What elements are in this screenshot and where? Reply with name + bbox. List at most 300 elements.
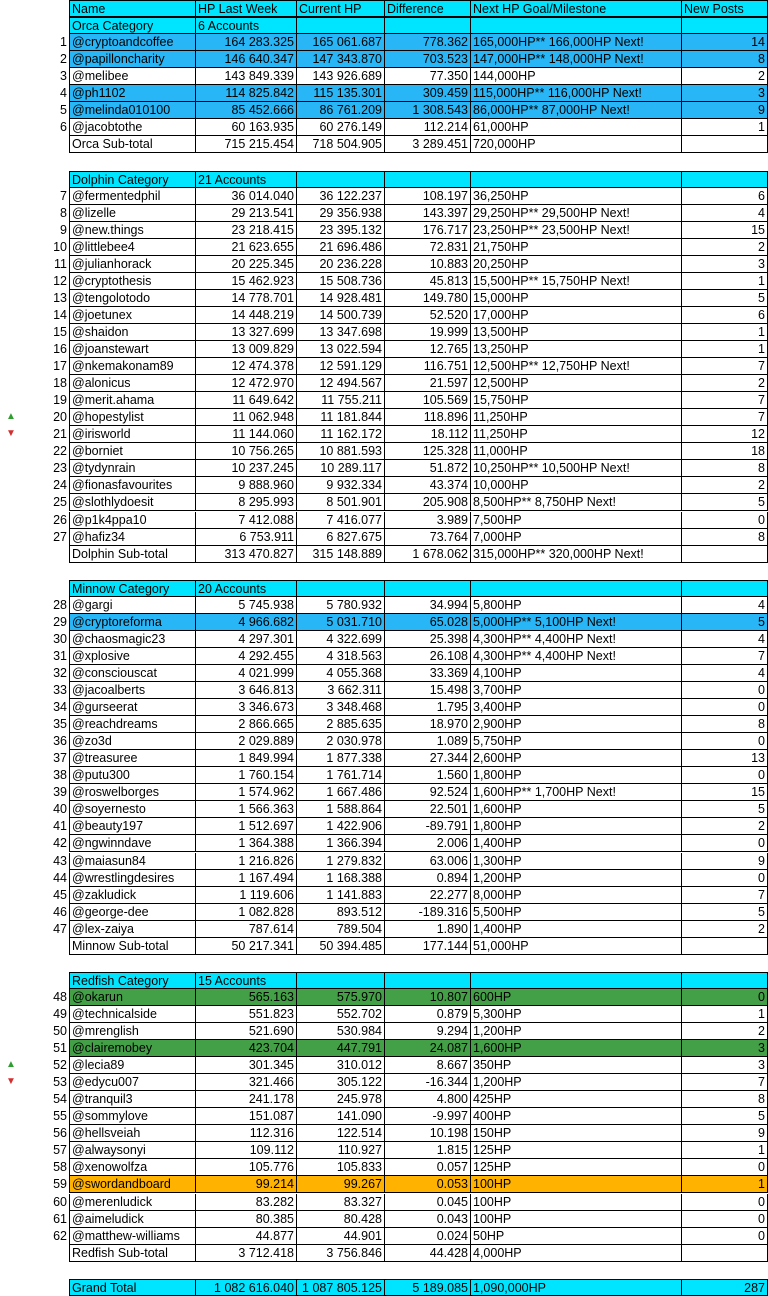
- difference[interactable]: 33.369: [385, 665, 471, 682]
- current-hp[interactable]: 105.833: [297, 1159, 385, 1176]
- accounts-count[interactable]: 15 Accounts: [196, 972, 297, 989]
- current-hp[interactable]: 86 761.209: [297, 102, 385, 119]
- current-hp[interactable]: 141.090: [297, 1108, 385, 1125]
- new-posts[interactable]: 0: [682, 512, 768, 529]
- account-name[interactable]: @okarun: [69, 989, 196, 1006]
- new-posts[interactable]: 0: [682, 699, 768, 716]
- account-name[interactable]: @zo3d: [69, 733, 196, 750]
- category-cell[interactable]: [385, 580, 471, 597]
- next-goal[interactable]: 10,250HP** 10,500HP Next!: [471, 460, 682, 477]
- next-goal[interactable]: 21,750HP: [471, 239, 682, 256]
- hp-last-week[interactable]: 21 623.655: [196, 239, 297, 256]
- difference[interactable]: 108.197: [385, 188, 471, 205]
- column-header-new-posts[interactable]: New Posts: [682, 0, 768, 17]
- new-posts[interactable]: 8: [682, 51, 768, 68]
- category-cell[interactable]: [682, 972, 768, 989]
- new-posts[interactable]: 0: [682, 1159, 768, 1176]
- category-cell[interactable]: [385, 17, 471, 34]
- account-name[interactable]: @merenludick: [69, 1194, 196, 1211]
- new-posts[interactable]: 1: [682, 119, 768, 136]
- difference[interactable]: 52.520: [385, 307, 471, 324]
- account-name[interactable]: @wrestlingdesires: [69, 870, 196, 887]
- next-goal[interactable]: 17,000HP: [471, 307, 682, 324]
- current-hp[interactable]: 1 761.714: [297, 767, 385, 784]
- current-hp[interactable]: 552.702: [297, 1006, 385, 1023]
- next-goal[interactable]: 1,600HP: [471, 801, 682, 818]
- next-goal[interactable]: 23,250HP** 23,500HP Next!: [471, 222, 682, 239]
- account-name[interactable]: @cryptoandcoffee: [69, 34, 196, 51]
- account-name[interactable]: @beauty197: [69, 818, 196, 835]
- difference[interactable]: 45.813: [385, 273, 471, 290]
- new-posts[interactable]: 4: [682, 597, 768, 614]
- category-cell[interactable]: [471, 580, 682, 597]
- current-hp[interactable]: 11 181.844: [297, 409, 385, 426]
- next-goal[interactable]: 4,100HP: [471, 665, 682, 682]
- new-posts[interactable]: 0: [682, 733, 768, 750]
- next-goal[interactable]: 100HP: [471, 1176, 682, 1193]
- account-name[interactable]: @irisworld: [69, 426, 196, 443]
- column-header-name[interactable]: Name: [69, 0, 196, 17]
- hp-last-week[interactable]: 36 014.040: [196, 188, 297, 205]
- hp-last-week[interactable]: 11 062.948: [196, 409, 297, 426]
- next-goal[interactable]: 1,400HP: [471, 835, 682, 852]
- current-hp[interactable]: 530.984: [297, 1023, 385, 1040]
- new-posts[interactable]: 2: [682, 239, 768, 256]
- next-goal[interactable]: 7,500HP: [471, 512, 682, 529]
- difference[interactable]: -89.791: [385, 818, 471, 835]
- current-hp[interactable]: 14 928.481: [297, 290, 385, 307]
- current-hp[interactable]: 23 395.132: [297, 222, 385, 239]
- new-posts[interactable]: 5: [682, 1108, 768, 1125]
- next-goal[interactable]: 1,200HP: [471, 1023, 682, 1040]
- difference[interactable]: 1.795: [385, 699, 471, 716]
- account-name[interactable]: @clairemobey: [69, 1040, 196, 1057]
- current-hp[interactable]: 36 122.237: [297, 188, 385, 205]
- next-goal[interactable]: 8,000HP: [471, 887, 682, 904]
- new-posts[interactable]: 1: [682, 324, 768, 341]
- subtotal-current-hp[interactable]: 315 148.889: [297, 546, 385, 563]
- difference[interactable]: 72.831: [385, 239, 471, 256]
- next-goal[interactable]: 13,500HP: [471, 324, 682, 341]
- account-name[interactable]: @zakludick: [69, 887, 196, 904]
- difference[interactable]: 143.397: [385, 205, 471, 222]
- hp-last-week[interactable]: 4 021.999: [196, 665, 297, 682]
- next-goal[interactable]: 61,000HP: [471, 119, 682, 136]
- category-cell[interactable]: [297, 171, 385, 188]
- hp-last-week[interactable]: 10 756.265: [196, 443, 297, 460]
- new-posts[interactable]: 4: [682, 205, 768, 222]
- hp-last-week[interactable]: 7 412.088: [196, 512, 297, 529]
- hp-last-week[interactable]: 301.345: [196, 1057, 297, 1074]
- account-name[interactable]: @slothlydoesit: [69, 494, 196, 511]
- account-name[interactable]: @hellsveiah: [69, 1125, 196, 1142]
- current-hp[interactable]: 13 022.594: [297, 341, 385, 358]
- hp-last-week[interactable]: 9 888.960: [196, 477, 297, 494]
- hp-last-week[interactable]: 114 825.842: [196, 85, 297, 102]
- subtotal-current-hp[interactable]: 718 504.905: [297, 136, 385, 153]
- next-goal[interactable]: 13,250HP: [471, 341, 682, 358]
- grand-total-goal[interactable]: 1,090,000HP: [471, 1279, 682, 1296]
- current-hp[interactable]: 893.512: [297, 904, 385, 921]
- account-name[interactable]: @matthew-williams: [69, 1228, 196, 1245]
- hp-last-week[interactable]: 1 512.697: [196, 818, 297, 835]
- next-goal[interactable]: 11,250HP: [471, 409, 682, 426]
- subtotal-hp-last-week[interactable]: 715 215.454: [196, 136, 297, 153]
- next-goal[interactable]: 125HP: [471, 1159, 682, 1176]
- hp-last-week[interactable]: 164 283.325: [196, 34, 297, 51]
- subtotal-hp-last-week[interactable]: 50 217.341: [196, 938, 297, 955]
- difference[interactable]: 19.999: [385, 324, 471, 341]
- new-posts[interactable]: 8: [682, 529, 768, 546]
- grand-total-current-hp[interactable]: 1 087 805.125: [297, 1279, 385, 1296]
- new-posts[interactable]: 15: [682, 784, 768, 801]
- difference[interactable]: 1.560: [385, 767, 471, 784]
- difference[interactable]: 43.374: [385, 477, 471, 494]
- difference[interactable]: 26.108: [385, 648, 471, 665]
- hp-last-week[interactable]: 2 029.889: [196, 733, 297, 750]
- new-posts[interactable]: 1: [682, 273, 768, 290]
- account-name[interactable]: @tranquil3: [69, 1091, 196, 1108]
- account-name[interactable]: @merit.ahama: [69, 392, 196, 409]
- difference[interactable]: 21.597: [385, 375, 471, 392]
- hp-last-week[interactable]: 1 364.388: [196, 835, 297, 852]
- column-header-next-goal[interactable]: Next HP Goal/Milestone: [471, 0, 682, 17]
- difference[interactable]: 105.569: [385, 392, 471, 409]
- account-name[interactable]: @julianhorack: [69, 256, 196, 273]
- current-hp[interactable]: 80.428: [297, 1211, 385, 1228]
- current-hp[interactable]: 13 347.698: [297, 324, 385, 341]
- account-name[interactable]: @putu300: [69, 767, 196, 784]
- difference[interactable]: 63.006: [385, 853, 471, 870]
- current-hp[interactable]: 1 422.906: [297, 818, 385, 835]
- difference[interactable]: 1.890: [385, 921, 471, 938]
- hp-last-week[interactable]: 321.466: [196, 1074, 297, 1091]
- difference[interactable]: 118.896: [385, 409, 471, 426]
- category-cell[interactable]: [471, 171, 682, 188]
- current-hp[interactable]: 4 322.699: [297, 631, 385, 648]
- new-posts[interactable]: 5: [682, 801, 768, 818]
- account-name[interactable]: @xenowolfza: [69, 1159, 196, 1176]
- new-posts[interactable]: 1: [682, 1006, 768, 1023]
- difference[interactable]: 51.872: [385, 460, 471, 477]
- hp-last-week[interactable]: 551.823: [196, 1006, 297, 1023]
- account-name[interactable]: @cryptoreforma: [69, 614, 196, 631]
- hp-last-week[interactable]: 1 082.828: [196, 904, 297, 921]
- subtotal-current-hp[interactable]: 50 394.485: [297, 938, 385, 955]
- subtotal-posts[interactable]: [682, 546, 768, 563]
- difference[interactable]: 18.112: [385, 426, 471, 443]
- new-posts[interactable]: 2: [682, 921, 768, 938]
- difference[interactable]: 15.498: [385, 682, 471, 699]
- next-goal[interactable]: 100HP: [471, 1211, 682, 1228]
- account-name[interactable]: @hopestylist: [69, 409, 196, 426]
- account-name[interactable]: @shaidon: [69, 324, 196, 341]
- next-goal[interactable]: 144,000HP: [471, 68, 682, 85]
- grand-total-difference[interactable]: 5 189.085: [385, 1279, 471, 1296]
- new-posts[interactable]: 3: [682, 256, 768, 273]
- next-goal[interactable]: 15,500HP** 15,750HP Next!: [471, 273, 682, 290]
- new-posts[interactable]: 7: [682, 358, 768, 375]
- difference[interactable]: 9.294: [385, 1023, 471, 1040]
- hp-last-week[interactable]: 85 452.666: [196, 102, 297, 119]
- account-name[interactable]: @alwaysonyi: [69, 1142, 196, 1159]
- subtotal-hp-last-week[interactable]: 3 712.418: [196, 1245, 297, 1262]
- accounts-count[interactable]: 6 Accounts: [196, 17, 297, 34]
- difference[interactable]: 1 308.543: [385, 102, 471, 119]
- category-cell[interactable]: [297, 580, 385, 597]
- subtotal-goal[interactable]: 720,000HP: [471, 136, 682, 153]
- new-posts[interactable]: 9: [682, 102, 768, 119]
- account-name[interactable]: @hafiz34: [69, 529, 196, 546]
- category-cell[interactable]: [471, 972, 682, 989]
- new-posts[interactable]: 3: [682, 1057, 768, 1074]
- subtotal-label[interactable]: Redfish Sub-total: [69, 1245, 196, 1262]
- current-hp[interactable]: 3 348.468: [297, 699, 385, 716]
- subtotal-posts[interactable]: [682, 938, 768, 955]
- account-name[interactable]: @edycu007: [69, 1074, 196, 1091]
- hp-last-week[interactable]: 12 474.378: [196, 358, 297, 375]
- new-posts[interactable]: 2: [682, 68, 768, 85]
- current-hp[interactable]: 83.327: [297, 1194, 385, 1211]
- account-name[interactable]: @gurseerat: [69, 699, 196, 716]
- current-hp[interactable]: 99.267: [297, 1176, 385, 1193]
- category-cell[interactable]: [385, 972, 471, 989]
- difference[interactable]: 10.198: [385, 1125, 471, 1142]
- accounts-count[interactable]: 21 Accounts: [196, 171, 297, 188]
- grand-total-hp-last-week[interactable]: 1 082 616.040: [196, 1279, 297, 1296]
- subtotal-goal[interactable]: 4,000HP: [471, 1245, 682, 1262]
- account-name[interactable]: @tengolotodo: [69, 290, 196, 307]
- difference[interactable]: 0.879: [385, 1006, 471, 1023]
- next-goal[interactable]: 1,800HP: [471, 818, 682, 835]
- current-hp[interactable]: 165 061.687: [297, 34, 385, 51]
- column-header-difference[interactable]: Difference: [385, 0, 471, 17]
- new-posts[interactable]: 2: [682, 375, 768, 392]
- grand-total-label[interactable]: Grand Total: [69, 1279, 196, 1296]
- hp-last-week[interactable]: 112.316: [196, 1125, 297, 1142]
- hp-last-week[interactable]: 99.214: [196, 1176, 297, 1193]
- current-hp[interactable]: 575.970: [297, 989, 385, 1006]
- current-hp[interactable]: 44.901: [297, 1228, 385, 1245]
- hp-last-week[interactable]: 1 566.363: [196, 801, 297, 818]
- account-name[interactable]: @roswelborges: [69, 784, 196, 801]
- new-posts[interactable]: 7: [682, 648, 768, 665]
- difference[interactable]: 77.350: [385, 68, 471, 85]
- subtotal-label[interactable]: Minnow Sub-total: [69, 938, 196, 955]
- current-hp[interactable]: 147 343.870: [297, 51, 385, 68]
- difference[interactable]: 0.024: [385, 1228, 471, 1245]
- account-name[interactable]: @jacobtothe: [69, 119, 196, 136]
- account-name[interactable]: @lex-zaiya: [69, 921, 196, 938]
- current-hp[interactable]: 1 588.864: [297, 801, 385, 818]
- hp-last-week[interactable]: 8 295.993: [196, 494, 297, 511]
- current-hp[interactable]: 1 141.883: [297, 887, 385, 904]
- current-hp[interactable]: 3 662.311: [297, 682, 385, 699]
- next-goal[interactable]: 5,300HP: [471, 1006, 682, 1023]
- account-name[interactable]: @george-dee: [69, 904, 196, 921]
- difference[interactable]: 0.045: [385, 1194, 471, 1211]
- new-posts[interactable]: 0: [682, 1228, 768, 1245]
- new-posts[interactable]: 0: [682, 989, 768, 1006]
- hp-last-week[interactable]: 109.112: [196, 1142, 297, 1159]
- next-goal[interactable]: 5,000HP** 5,100HP Next!: [471, 614, 682, 631]
- hp-last-week[interactable]: 60 163.935: [196, 119, 297, 136]
- next-goal[interactable]: 7,000HP: [471, 529, 682, 546]
- hp-last-week[interactable]: 4 966.682: [196, 614, 297, 631]
- current-hp[interactable]: 14 500.739: [297, 307, 385, 324]
- hp-last-week[interactable]: 521.690: [196, 1023, 297, 1040]
- account-name[interactable]: @lecia89: [69, 1057, 196, 1074]
- new-posts[interactable]: 4: [682, 631, 768, 648]
- next-goal[interactable]: 5,750HP: [471, 733, 682, 750]
- account-name[interactable]: @gargi: [69, 597, 196, 614]
- category-cell[interactable]: [682, 580, 768, 597]
- account-name[interactable]: @technicalside: [69, 1006, 196, 1023]
- difference[interactable]: 24.087: [385, 1040, 471, 1057]
- new-posts[interactable]: 0: [682, 1211, 768, 1228]
- current-hp[interactable]: 1 168.388: [297, 870, 385, 887]
- account-name[interactable]: @chaosmagic23: [69, 631, 196, 648]
- next-goal[interactable]: 1,600HP** 1,700HP Next!: [471, 784, 682, 801]
- account-name[interactable]: @sommylove: [69, 1108, 196, 1125]
- hp-last-week[interactable]: 80.385: [196, 1211, 297, 1228]
- next-goal[interactable]: 5,500HP: [471, 904, 682, 921]
- hp-last-week[interactable]: 787.614: [196, 921, 297, 938]
- account-name[interactable]: @tydynrain: [69, 460, 196, 477]
- subtotal-label[interactable]: Dolphin Sub-total: [69, 546, 196, 563]
- current-hp[interactable]: 12 494.567: [297, 375, 385, 392]
- current-hp[interactable]: 15 508.736: [297, 273, 385, 290]
- account-name[interactable]: @ph1102: [69, 85, 196, 102]
- hp-last-week[interactable]: 12 472.970: [196, 375, 297, 392]
- accounts-count[interactable]: 20 Accounts: [196, 580, 297, 597]
- difference[interactable]: 149.780: [385, 290, 471, 307]
- current-hp[interactable]: 447.791: [297, 1040, 385, 1057]
- current-hp[interactable]: 10 289.117: [297, 460, 385, 477]
- new-posts[interactable]: 0: [682, 682, 768, 699]
- hp-last-week[interactable]: 1 574.962: [196, 784, 297, 801]
- next-goal[interactable]: 1,400HP: [471, 921, 682, 938]
- hp-last-week[interactable]: 5 745.938: [196, 597, 297, 614]
- new-posts[interactable]: 15: [682, 222, 768, 239]
- subtotal-difference[interactable]: 44.428: [385, 1245, 471, 1262]
- difference[interactable]: 12.765: [385, 341, 471, 358]
- next-goal[interactable]: 125HP: [471, 1142, 682, 1159]
- next-goal[interactable]: 400HP: [471, 1108, 682, 1125]
- difference[interactable]: 34.994: [385, 597, 471, 614]
- new-posts[interactable]: 9: [682, 853, 768, 870]
- hp-last-week[interactable]: 29 213.541: [196, 205, 297, 222]
- current-hp[interactable]: 2 030.978: [297, 733, 385, 750]
- account-name[interactable]: @jacoalberts: [69, 682, 196, 699]
- new-posts[interactable]: 9: [682, 1125, 768, 1142]
- account-name[interactable]: @p1k4ppa10: [69, 512, 196, 529]
- difference[interactable]: 116.751: [385, 358, 471, 375]
- difference[interactable]: 0.053: [385, 1176, 471, 1193]
- hp-last-week[interactable]: 11 649.642: [196, 392, 297, 409]
- account-name[interactable]: @mrenglish: [69, 1023, 196, 1040]
- subtotal-posts[interactable]: [682, 1245, 768, 1262]
- hp-last-week[interactable]: 1 167.494: [196, 870, 297, 887]
- new-posts[interactable]: 0: [682, 1194, 768, 1211]
- next-goal[interactable]: 11,000HP: [471, 443, 682, 460]
- account-name[interactable]: @reachdreams: [69, 716, 196, 733]
- next-goal[interactable]: 29,250HP** 29,500HP Next!: [471, 205, 682, 222]
- next-goal[interactable]: 2,900HP: [471, 716, 682, 733]
- difference[interactable]: 0.043: [385, 1211, 471, 1228]
- next-goal[interactable]: 100HP: [471, 1194, 682, 1211]
- current-hp[interactable]: 4 318.563: [297, 648, 385, 665]
- current-hp[interactable]: 20 236.228: [297, 256, 385, 273]
- new-posts[interactable]: 2: [682, 1023, 768, 1040]
- new-posts[interactable]: 7: [682, 392, 768, 409]
- difference[interactable]: 0.057: [385, 1159, 471, 1176]
- column-header-hp-last-week[interactable]: HP Last Week: [196, 0, 297, 17]
- difference[interactable]: 1.089: [385, 733, 471, 750]
- account-name[interactable]: @cryptothesis: [69, 273, 196, 290]
- difference[interactable]: 205.908: [385, 494, 471, 511]
- category-cell[interactable]: [297, 972, 385, 989]
- hp-last-week[interactable]: 13 009.829: [196, 341, 297, 358]
- current-hp[interactable]: 310.012: [297, 1057, 385, 1074]
- difference[interactable]: 176.717: [385, 222, 471, 239]
- new-posts[interactable]: 8: [682, 460, 768, 477]
- account-name[interactable]: @melinda010100: [69, 102, 196, 119]
- new-posts[interactable]: 3: [682, 85, 768, 102]
- hp-last-week[interactable]: 14 448.219: [196, 307, 297, 324]
- account-name[interactable]: @new.things: [69, 222, 196, 239]
- next-goal[interactable]: 20,250HP: [471, 256, 682, 273]
- account-name[interactable]: @lizelle: [69, 205, 196, 222]
- next-goal[interactable]: 12,500HP** 12,750HP Next!: [471, 358, 682, 375]
- hp-last-week[interactable]: 151.087: [196, 1108, 297, 1125]
- current-hp[interactable]: 1 279.832: [297, 853, 385, 870]
- grand-total-posts[interactable]: 287: [682, 1279, 768, 1296]
- account-name[interactable]: @papilloncharity: [69, 51, 196, 68]
- account-name[interactable]: @nkemakonam89: [69, 358, 196, 375]
- account-name[interactable]: @melibee: [69, 68, 196, 85]
- current-hp[interactable]: 4 055.368: [297, 665, 385, 682]
- category-cell[interactable]: [682, 171, 768, 188]
- next-goal[interactable]: 150HP: [471, 1125, 682, 1142]
- subtotal-difference[interactable]: 1 678.062: [385, 546, 471, 563]
- account-name[interactable]: @littlebee4: [69, 239, 196, 256]
- next-goal[interactable]: 86,000HP** 87,000HP Next!: [471, 102, 682, 119]
- subtotal-difference[interactable]: 3 289.451: [385, 136, 471, 153]
- new-posts[interactable]: 5: [682, 614, 768, 631]
- account-name[interactable]: @swordandboard: [69, 1176, 196, 1193]
- next-goal[interactable]: 11,250HP: [471, 426, 682, 443]
- current-hp[interactable]: 110.927: [297, 1142, 385, 1159]
- hp-last-week[interactable]: 105.776: [196, 1159, 297, 1176]
- category-cell[interactable]: [297, 17, 385, 34]
- account-name[interactable]: @fionasfavourites: [69, 477, 196, 494]
- new-posts[interactable]: 8: [682, 716, 768, 733]
- hp-last-week[interactable]: 14 778.701: [196, 290, 297, 307]
- current-hp[interactable]: 9 932.334: [297, 477, 385, 494]
- difference[interactable]: 10.883: [385, 256, 471, 273]
- next-goal[interactable]: 1,600HP: [471, 1040, 682, 1057]
- hp-last-week[interactable]: 3 646.813: [196, 682, 297, 699]
- hp-last-week[interactable]: 241.178: [196, 1091, 297, 1108]
- difference[interactable]: 25.398: [385, 631, 471, 648]
- current-hp[interactable]: 305.122: [297, 1074, 385, 1091]
- hp-last-week[interactable]: 4 292.455: [196, 648, 297, 665]
- new-posts[interactable]: 14: [682, 34, 768, 51]
- next-goal[interactable]: 36,250HP: [471, 188, 682, 205]
- current-hp[interactable]: 10 881.593: [297, 443, 385, 460]
- next-goal[interactable]: 350HP: [471, 1057, 682, 1074]
